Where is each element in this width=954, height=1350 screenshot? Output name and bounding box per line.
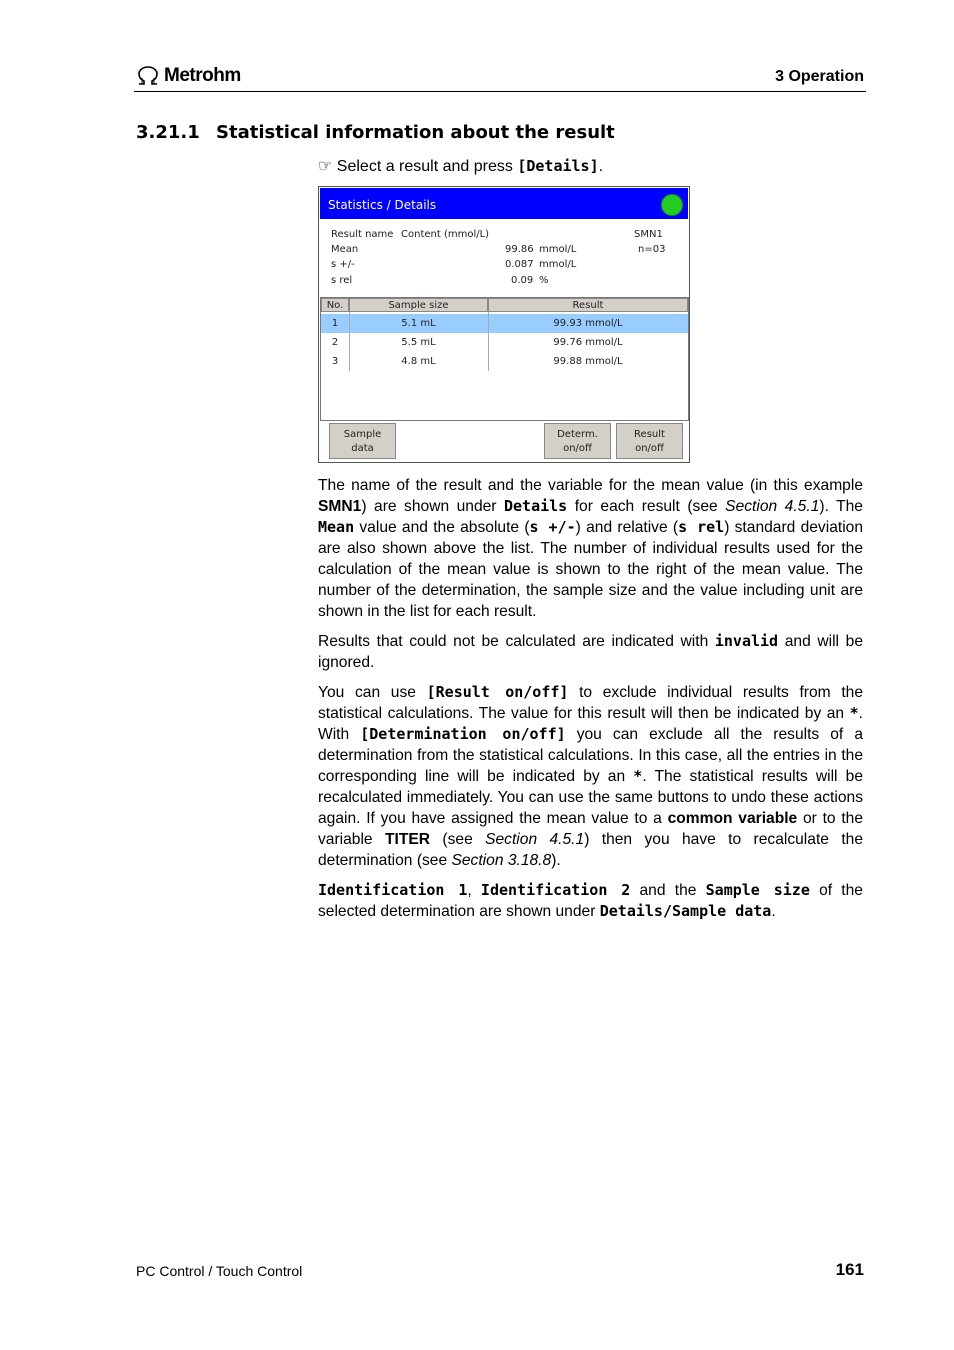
text-key: * [633, 767, 643, 785]
text: ) are shown under [361, 498, 504, 515]
chapter-title: 3 Operation [775, 68, 864, 85]
text-key: invalid [714, 632, 779, 650]
text-key: [Determination on/off] [360, 725, 566, 743]
text-bold: SMN1 [318, 498, 362, 515]
text: You can use [318, 684, 427, 701]
results-table [320, 297, 689, 421]
text-key: Identification 2 [480, 881, 631, 899]
mean-value: 99.86 [505, 244, 534, 255]
s-rel-value: 0.09 [511, 275, 534, 286]
text: value and the absolute ( [354, 519, 530, 536]
text: ) then you have to recalculate the determination (see [318, 831, 863, 869]
column-divider [488, 312, 489, 371]
section-number: 3.21.1 [136, 122, 200, 143]
text: Results that could not be calculated are indicated with [318, 633, 715, 650]
result-name-label: Result name [331, 229, 394, 240]
text-key: Sample size [705, 881, 810, 899]
s-abs-label: s +/- [331, 259, 355, 270]
text: ) standard deviation are also shown above the list. The number of individual results used for the calculation of the mean value is shown to the right of the mean value. The number of the determination, the sample size and the value including unit are shown in the list for each result. [318, 519, 864, 620]
page-number: 161 [835, 1260, 864, 1279]
paragraph-result-on-off [318, 682, 863, 871]
paragraph-invalid [318, 631, 863, 673]
text: to exclude individual results from the statistical calculations. The value for this result will then be indicated by an [318, 684, 863, 722]
section-reference: Section 4.5.1 [725, 498, 820, 515]
text: and will be ignored. [318, 633, 863, 671]
pointing-hand-icon: ☞ [318, 158, 333, 175]
column-header-sample-size: Sample size [349, 298, 488, 312]
text: . With [318, 705, 863, 743]
text-key: s +/- [529, 518, 576, 536]
table-row[interactable] [321, 352, 688, 371]
header-rule [134, 91, 866, 92]
screen-title: Statistics / Details [328, 198, 437, 212]
column-header-result: Result [488, 298, 688, 312]
footer-product: PC Control / Touch Control [136, 1263, 303, 1279]
section-reference: Section 3.18.8 [451, 852, 552, 869]
row-result: 99.88 mmol/L [553, 356, 623, 367]
status-led-icon [661, 194, 683, 216]
text-bold: common variable [667, 810, 798, 827]
text-key: Details/Sample data [599, 902, 772, 920]
instruction-text: Select a result and press [336, 158, 518, 175]
screen-titlebar [320, 188, 688, 219]
text: of the selected determination are shown under [318, 882, 863, 920]
row-size: 4.8 mL [401, 356, 436, 367]
determination-on-off-button[interactable] [544, 423, 611, 459]
table-row[interactable] [321, 314, 688, 333]
button-label-line1: Determ. [557, 429, 598, 440]
row-no: 2 [331, 337, 339, 348]
button-label-line2: on/off [563, 443, 592, 454]
text: ). [551, 852, 561, 869]
text-key: Mean [318, 518, 355, 536]
row-result: 99.76 mmol/L [553, 337, 623, 348]
statistics-details-screen [318, 186, 690, 463]
details-key: [Details] [517, 157, 599, 175]
s-rel-unit: % [539, 275, 549, 286]
button-label-line2: on/off [635, 443, 664, 454]
result-on-off-button[interactable] [616, 423, 683, 459]
text: . [771, 903, 776, 920]
button-label-line1: Sample [343, 429, 382, 440]
sample-data-button[interactable] [329, 423, 396, 459]
text: for each result (see [567, 498, 726, 515]
table-row[interactable] [321, 333, 688, 352]
row-size: 5.1 mL [401, 318, 436, 329]
result-name-value: Content (mmol/L) [401, 229, 490, 240]
row-size: 5.5 mL [401, 337, 436, 348]
metrohm-logo [136, 64, 241, 88]
text: ). The [819, 498, 863, 515]
s-abs-unit: mmol/L [539, 259, 577, 270]
row-no: 3 [331, 356, 339, 367]
button-label-line2: data [351, 443, 374, 454]
text-key: * [849, 704, 859, 722]
result-id: SMN1 [634, 229, 663, 240]
text: ) and relative ( [575, 519, 679, 536]
text-bold: TITER [384, 831, 431, 848]
row-no: 1 [331, 318, 339, 329]
text: or to the variable [318, 810, 863, 848]
row-result: 99.93 mmol/L [553, 318, 623, 329]
omega-icon [136, 66, 160, 86]
text: you can exclude all the results of a determination from the statistical calculations. In this case, all the entries in the corresponding line will be indicated by an [318, 726, 863, 785]
text: The name of the result and the variable for the mean value (in this example [318, 477, 863, 494]
text: , [467, 882, 481, 899]
section-heading [136, 122, 615, 143]
s-abs-value: 0.087 [505, 259, 534, 270]
column-divider [349, 312, 350, 371]
s-rel-label: s rel [331, 275, 353, 286]
text-key: s rel [678, 518, 725, 536]
text: (see [430, 831, 486, 848]
button-label-line1: Result [634, 429, 665, 440]
text-key: [Result on/off] [426, 683, 569, 701]
mean-unit: mmol/L [539, 244, 577, 255]
section-title: Statistical information about the result [216, 122, 615, 143]
text: . The statistical results will be recalculated immediately. You can use the same buttons to undo these actions again. If you have assigned the mean value to a [318, 768, 863, 827]
instruction-suffix: . [598, 158, 604, 175]
text-key: Identification 1 [318, 881, 468, 899]
text: and the [630, 882, 706, 899]
paragraph-details [318, 475, 863, 622]
section-reference: Section 4.5.1 [485, 831, 585, 848]
button-bar [320, 422, 689, 462]
column-header-no: No. [321, 298, 349, 312]
text-key: Details [504, 497, 568, 515]
body-text [318, 475, 863, 931]
paragraph-identification [318, 880, 863, 922]
brand-name: Metrohm [164, 65, 241, 86]
instruction [318, 156, 603, 176]
result-count: n=03 [638, 244, 666, 255]
mean-label: Mean [331, 244, 359, 255]
